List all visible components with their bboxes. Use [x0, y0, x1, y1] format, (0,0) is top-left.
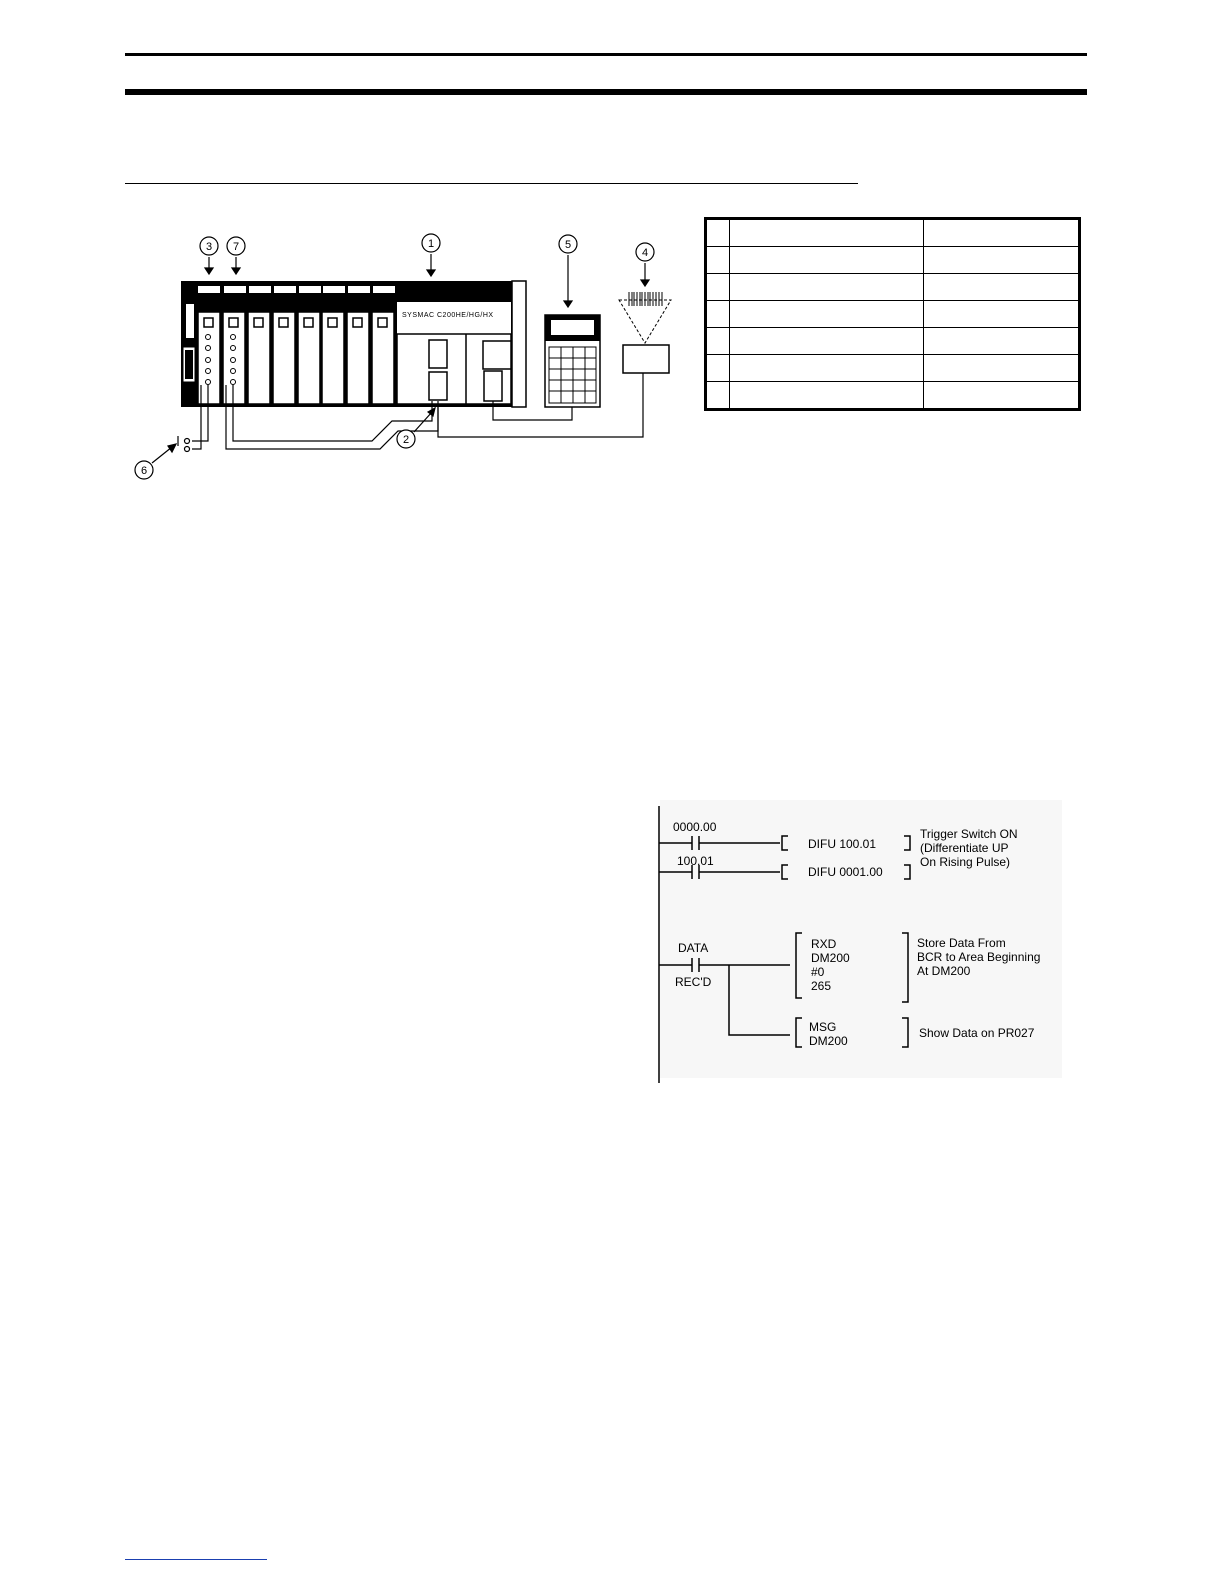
callout-5: 5	[564, 239, 572, 251]
comment2-line3: At DM200	[917, 964, 971, 978]
rung1-instruction: DIFU 100.01	[808, 837, 877, 851]
table-row	[706, 247, 1080, 274]
rung2-instruction: DIFU 0001.00	[808, 865, 883, 879]
comment1-line2: (Differentiate UP	[920, 841, 1009, 855]
rung2-contact-label: 100.01	[677, 854, 714, 868]
rxd-line1: RXD	[811, 937, 837, 951]
rung1-contact-label: 0000.00	[673, 820, 717, 834]
ladder-diagram	[640, 800, 1070, 1090]
table-row	[706, 328, 1080, 355]
msg-line1: MSG	[809, 1020, 837, 1034]
callout-6: 6	[140, 465, 148, 477]
table-row	[706, 382, 1080, 410]
system-configuration-figure	[0, 0, 700, 500]
callout-4: 4	[641, 247, 649, 259]
rxd-line3: #0	[811, 965, 825, 979]
rung3-contact-bottom: REC'D	[675, 975, 712, 989]
component-legend-table	[704, 217, 1081, 411]
table-row	[706, 219, 1080, 247]
comment1-line3: On Rising Pulse)	[920, 855, 1011, 869]
comment3: Show Data on PR027	[919, 1026, 1035, 1040]
module-label: SYSMAC C200HE/HG/HX	[402, 312, 494, 319]
table-row	[706, 301, 1080, 328]
table-row	[706, 274, 1080, 301]
comment1-line1: Trigger Switch ON	[920, 827, 1018, 841]
rxd-line2: DM200	[811, 951, 850, 965]
rung3-contact-top: DATA	[678, 941, 709, 955]
msg-line2: DM200	[809, 1034, 848, 1048]
comment2-line2: BCR to Area Beginning	[917, 950, 1041, 964]
footer-link-rule[interactable]	[125, 1559, 267, 1560]
table-row	[706, 355, 1080, 382]
comment2-line1: Store Data From	[917, 936, 1006, 950]
callout-3: 3	[205, 241, 213, 253]
callout-2: 2	[402, 434, 410, 446]
callout-7: 7	[232, 241, 240, 253]
rxd-line4: 265	[811, 979, 832, 993]
callout-1: 1	[427, 238, 435, 250]
